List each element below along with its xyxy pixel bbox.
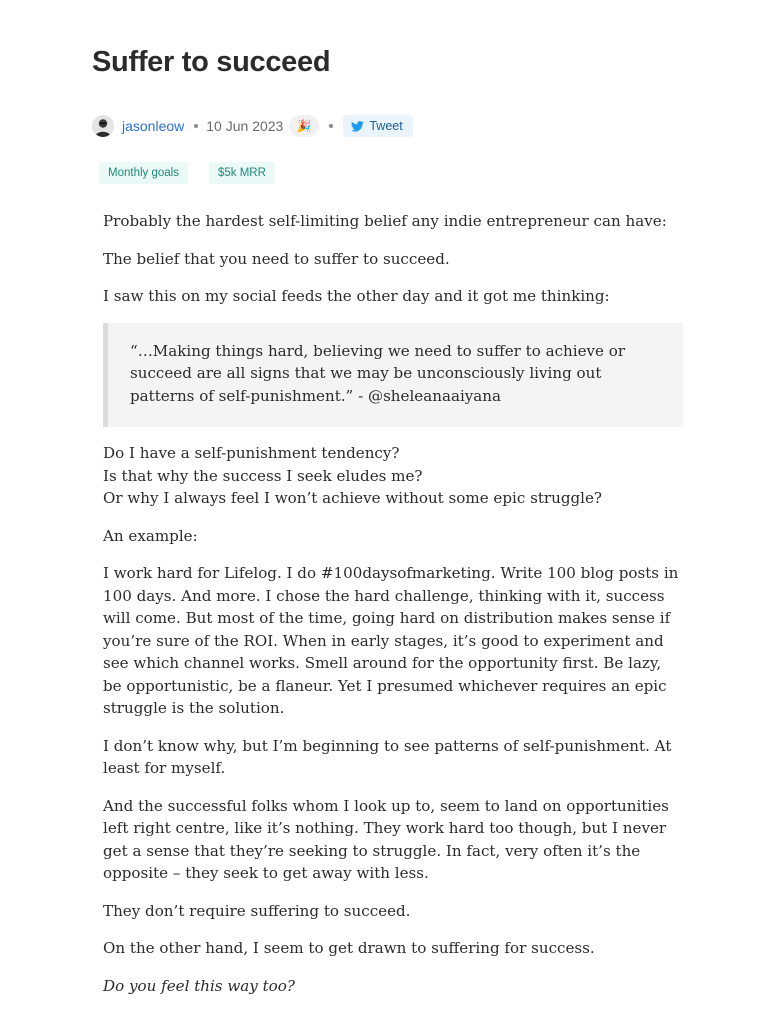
tag-5k-mrr[interactable]: $5k MRR [209,162,275,184]
post-title: Suffer to succeed [92,46,331,78]
post-meta [92,114,413,138]
author-link[interactable]: jasonleow [122,118,185,134]
question-paragraph [103,442,683,510]
question-line: Or why I always feel I won’t achieve without some epic struggle? [103,489,603,507]
post-date: 10 Jun 2023 [206,118,284,134]
separator-dot [329,124,333,128]
separator-dot [194,124,198,128]
post-body [103,210,683,1012]
tweet-label: Tweet [369,119,403,133]
paragraph: I work hard for Lifelog. I do #100daysofmarketing. Write 100 blog posts in 100 days. And more. I chose the hard challenge, thinking with it, success will come. But most of the time, going hard on distribution makes sense if you’re sure of the ROI. When in early stages, it’s good to experiment and see which channel works. Smell around for the opportunity first. Be lazy, be opportunistic, be a flaneur. Yet I presumed whichever requires an epic struggle is the solution. [103,564,679,717]
paragraph: On the other hand, I seem to get drawn to suffering for success. [103,939,595,957]
party-popper-icon: 🎉 [296,119,312,133]
paragraph: Probably the hardest self-limiting belief any indie entrepreneur can have: [103,212,667,230]
paragraph: I don’t know why, but I’m beginning to see patterns of self-punishment. At least for myself. [103,736,672,777]
paragraph: I saw this on my social feeds the other day and it got me thinking: [103,287,610,305]
tweet-button[interactable] [343,115,412,137]
paragraph: They don’t require suffering to succeed. [103,901,411,920]
paragraph: The belief that you need to suffer to succeed. [103,249,450,268]
quote-text: “…Making things hard, believing we need to suffer to achieve or succeed are all signs that we may be unconsciously living out patterns of self-punishment.” - @sheleanaaiyana [130,341,626,405]
reaction-button[interactable] [289,115,319,137]
tag-list [99,162,275,184]
question-line: Do I have a self-punishment tendency? [103,444,400,462]
paragraph: An example: [103,526,198,545]
twitter-bird-icon [351,121,364,132]
paragraph: And the successful folks whom I look up to, seem to land on opportunities left right centre, like it’s nothing. They work hard too though, but I never get a sense that they’re seeking to struggle. In fact, very often it’s the opposite – they seek to get away with less. [103,796,669,882]
tag-monthly-goals[interactable]: Monthly goals [99,162,188,184]
question-line: Is that why the success I seek eludes me? [103,466,423,485]
closing-question: Do you feel this way too? [103,976,295,995]
blockquote [103,323,683,428]
user-avatar[interactable] [92,115,114,137]
